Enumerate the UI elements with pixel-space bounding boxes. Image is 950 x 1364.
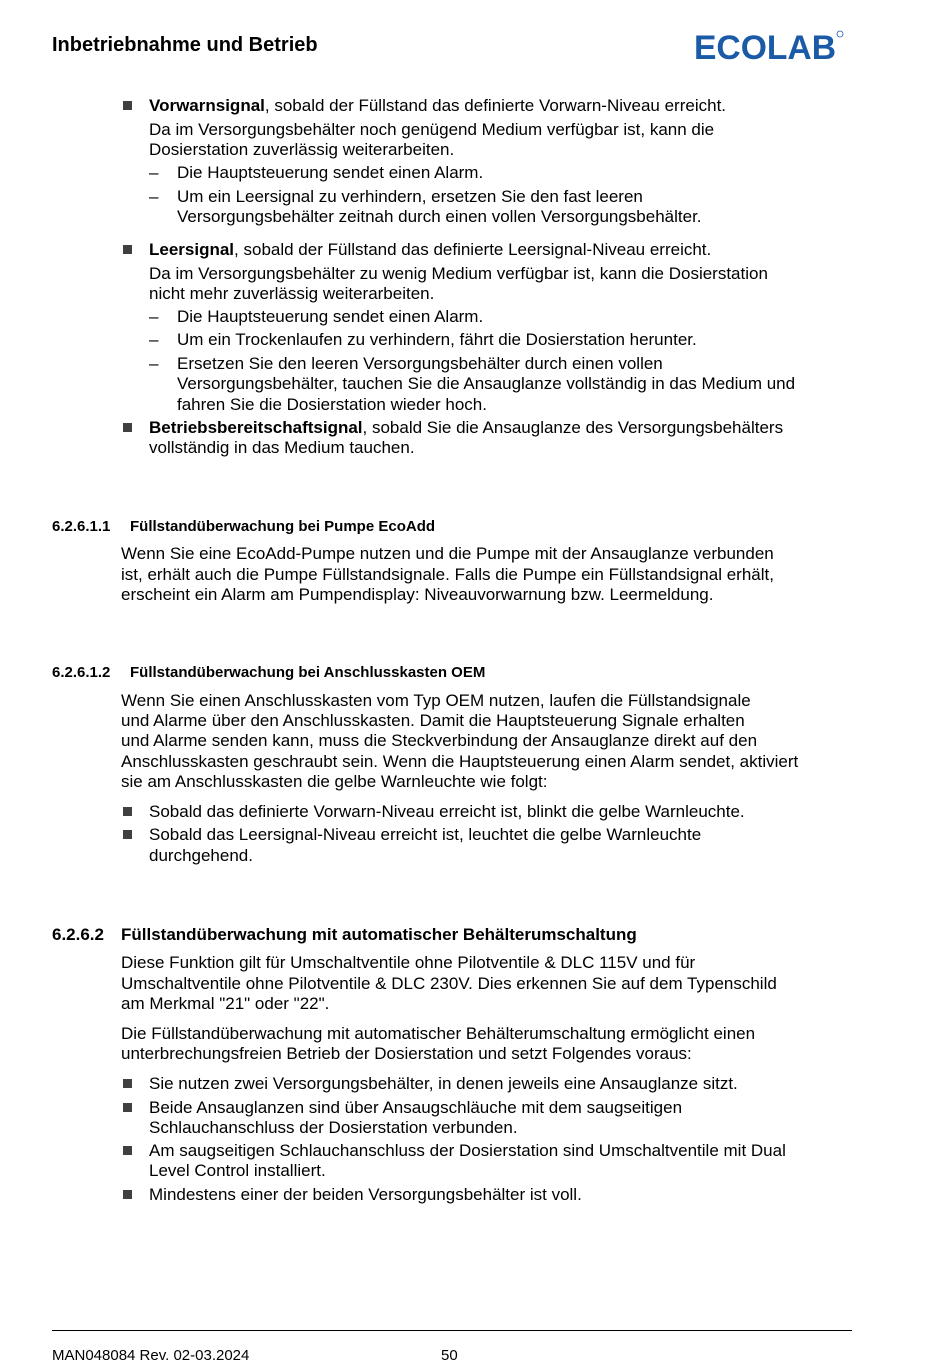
list-item: Vorwarnsignal, sobald der Füllstand das definierte Vorwarn-Niveau erreicht. — [149, 96, 727, 115]
paragraph-line: Da im Versorgungsbehälter noch genügend Medium verfügbar ist, kann die — [149, 120, 715, 139]
list-item: Sobald das Leersignal-Niveau erreicht ist, leuchtet die gelbe Warnleuchte — [149, 825, 702, 844]
bullet-square — [123, 830, 132, 839]
dash-item: Ersetzen Sie den leeren Versorgungsbehälter durch einen vollen — [177, 354, 663, 373]
list-item: Sobald das definierte Vorwarn-Niveau erreicht ist, blinkt die gelbe Warnleuchte. — [149, 802, 745, 821]
paragraph-line: erscheint ein Alarm am Pumpendisplay: Niveauvorwarnung bzw. Leermeldung. — [121, 585, 714, 604]
dash-item: fahren Sie die Dosierstation wieder hoch. — [177, 395, 487, 414]
section-heading: Füllstandüberwachung bei Pumpe EcoAdd — [130, 518, 436, 535]
footer-document-id: MAN048084 Rev. 02-03.2024 — [52, 1347, 250, 1364]
paragraph-line: Umschaltventile ohne Pilotventile & DLC 230V. Dies erkennen Sie auf dem Typenschild — [121, 974, 777, 993]
paragraph-line: Die Füllstandüberwachung mit automatischer Behälterumschaltung ermöglicht einen — [121, 1024, 756, 1043]
paragraph-line: und Alarme über den Anschlusskasten. Damit die Hauptsteuerung Signale erhalten — [121, 711, 745, 730]
paragraph-line: und Alarme senden kann, muss die Steckverbindung der Ansauglanze direkt auf den — [121, 731, 758, 750]
ecolab-logo — [694, 28, 844, 64]
paragraph-line: Da im Versorgungsbehälter zu wenig Medium verfügbar ist, kann die Dosierstation — [149, 264, 768, 283]
dash-marker: – — [149, 187, 159, 206]
list-item-continuation: Schlauchanschluss der Dosierstation verbunden. — [149, 1118, 518, 1137]
list-item: Am saugseitigen Schlauchanschluss der Dosierstation sind Umschaltventile mit Dual — [149, 1141, 786, 1160]
list-item-continuation: Level Control installiert. — [149, 1161, 326, 1180]
list-item: Beide Ansauglanzen sind über Ansaugschläuche mit dem saugseitigen — [149, 1098, 683, 1117]
section-heading: Füllstandüberwachung mit automatischer Behälterumschaltung — [121, 925, 637, 944]
paragraph-line: ist, erhält auch die Pumpe Füllstandsignale. Falls die Pumpe ein Füllstandsignal erhält, — [121, 565, 774, 584]
paragraph-line: Diese Funktion gilt für Umschaltventile ohne Pilotventile & DLC 115V und für — [121, 953, 696, 972]
section-number: 6.2.6.1.1 — [52, 518, 111, 535]
section-number: 6.2.6.1.2 — [52, 664, 111, 681]
bullet-square — [123, 101, 132, 110]
list-item-continuation: vollständig in das Medium tauchen. — [149, 438, 415, 457]
dash-item: Die Hauptsteuerung sendet einen Alarm. — [177, 163, 484, 182]
section-number: 6.2.6.2 — [52, 925, 104, 944]
list-item: Leersignal, sobald der Füllstand das definierte Leersignal-Niveau erreicht. — [149, 240, 712, 259]
dash-marker: – — [149, 307, 159, 326]
list-item-continuation: durchgehend. — [149, 846, 253, 865]
paragraph-line: nicht mehr zuverlässig weiterarbeiten. — [149, 284, 435, 303]
paragraph-line: sie am Anschlusskasten die gelbe Warnleuchte wie folgt: — [121, 772, 548, 791]
section-heading: Füllstandüberwachung bei Anschlusskasten OEM — [130, 664, 486, 681]
bullet-square — [123, 1190, 132, 1199]
dash-item: Die Hauptsteuerung sendet einen Alarm. — [177, 307, 484, 326]
dash-item: Versorgungsbehälter zeitnah durch einen vollen Versorgungsbehälter. — [177, 207, 702, 226]
list-item: Mindestens einer der beiden Versorgungsbehälter ist voll. — [149, 1185, 582, 1204]
dash-marker: – — [149, 330, 159, 349]
bullet-square — [123, 807, 132, 816]
dash-item: Um ein Trockenlaufen zu verhindern, fährt die Dosierstation herunter. — [177, 330, 697, 349]
bullet-square — [123, 245, 132, 254]
paragraph-line: Wenn Sie einen Anschlusskasten vom Typ OEM nutzen, laufen die Füllstandsignale — [121, 691, 751, 710]
paragraph-line: Wenn Sie eine EcoAdd-Pumpe nutzen und die Pumpe mit der Ansauglanze verbunden — [121, 544, 774, 563]
dash-item: Versorgungsbehälter, tauchen Sie die Ansauglanze vollständig in das Medium und — [177, 374, 796, 393]
dash-marker: – — [149, 163, 159, 182]
list-item: Betriebsbereitschaftsignal, sobald Sie die Ansauglanze des Versorgungsbehälters — [149, 418, 784, 437]
page-header-title: Inbetriebnahme und Betrieb — [52, 34, 318, 56]
paragraph-line: Dosierstation zuverlässig weiterarbeiten. — [149, 140, 455, 159]
paragraph-line: am Merkmal "21" oder "22". — [121, 994, 330, 1013]
footer-divider — [52, 1330, 852, 1331]
list-item: Sie nutzen zwei Versorgungsbehälter, in denen jeweils eine Ansauglanze sitzt. — [149, 1074, 738, 1093]
bullet-square — [123, 1146, 132, 1155]
logo-text: ECOLAB — [694, 29, 836, 64]
dash-marker: – — [149, 354, 159, 373]
page-number: 50 — [441, 1347, 458, 1364]
paragraph-line: Anschlusskasten geschraubt sein. Wenn die Hauptsteuerung einen Alarm sendet, aktiviert — [121, 752, 799, 771]
bullet-square — [123, 1079, 132, 1088]
bullet-square — [123, 1103, 132, 1112]
dash-item: Um ein Leersignal zu verhindern, ersetzen Sie den fast leeren — [177, 187, 643, 206]
bullet-square — [123, 423, 132, 432]
paragraph-line: unterbrechungsfreien Betrieb der Dosierstation und setzt Folgendes voraus: — [121, 1044, 692, 1063]
